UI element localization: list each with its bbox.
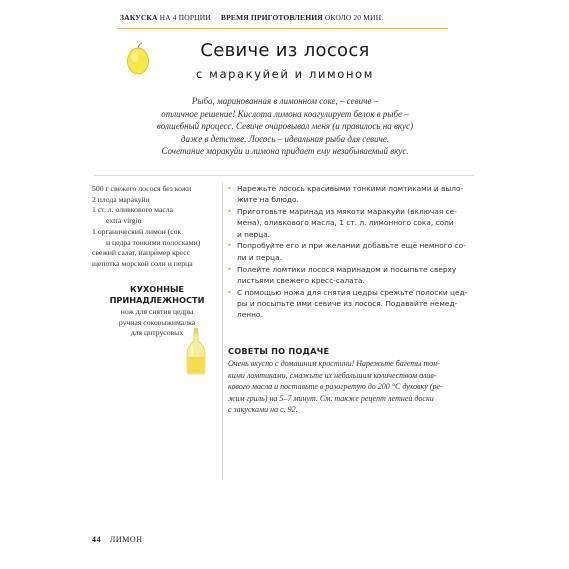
time-value: ОКОЛО 20 МИН. [324,13,384,22]
tool-item: для цитрусовых [130,328,184,338]
ingredient-item: extra virgin [106,216,142,226]
tool-item: ручная соковыжималка [118,317,196,327]
recipe-intro [112,95,458,158]
category-label: ЗАКУСКА [120,13,158,22]
step-line: Приготовьте маринад из мякоти маракуйи (включая се- [237,207,457,217]
ingredient-item: 1 органический лимон (сок [92,226,182,236]
step-line: ленно. [237,310,263,320]
tips-heading: СОВЕТЫ ПО ПОДАЧЕ [228,346,330,356]
step-item [226,264,476,287]
step-line: С помощью ножа для снятия цедры срежьте полоски цед- [237,287,468,297]
tips-line: Очень вкусно с домашним кростини! Нарежьте багеты тон- [228,359,440,368]
oil-bottle-icon [185,327,207,375]
step-line: Нарежьте лосось красивыми тонкими ломтиками и выло- [237,184,464,193]
intro-line: отличное решение! Кислота лимона коагулирует белок в рыбе – [161,108,409,119]
tips-line: кового масла и поставьте в разогретую до 200 °С духовку (ре- [228,382,443,392]
bullet-icon: • [227,241,232,251]
intro-line: даже в детстве. Лосось – идеальная рыба для севиче. [180,133,390,144]
tool-item: нож для снятия цедры [120,307,194,316]
step-item [226,287,476,321]
section-divider [94,175,474,176]
section-name: ЛИМОН [109,535,143,544]
step-line: ли и перца. [237,252,283,262]
step-item [226,206,476,240]
recipe-subtitle: с маракуйей и лимоном [196,67,374,81]
column-divider [222,182,223,480]
bullet-icon: • [227,207,232,217]
tools-heading-line: ПРИНАДЛЕЖНОСТИ [109,295,205,305]
lemon-icon [124,41,152,77]
tips-line: с закусками на с. 92. [228,405,298,415]
ingredient-item: и цедра тонкими полосками) [106,237,201,247]
step-item [226,240,476,263]
step-line: и перца. [237,229,271,239]
header-rule [118,28,448,29]
step-line: ры и посыпьте ими севиче из лосося. Подавайте немед- [237,298,458,308]
step-line: листьями свежего кресс-салата. [237,275,365,285]
time-label: ВРЕМЯ ПРИГОТОВЛЕНИЯ [220,13,323,22]
intro-line: Сочетание маракуйи и лимона придает ему незабываемый вкус. [161,146,409,157]
portions-label: НА 4 ПОРЦИИ [159,13,211,22]
ingredient-item: щепотка морской соли и перца [92,258,193,268]
steps-list [226,183,476,321]
step-line: мена), оливкового масла, 1 ст. л. лимонного сока, соли [237,218,454,228]
tips-line: жим гриль) на 5–7 минут. См. также рецепт летней доски [228,393,434,403]
bullet-icon: • [227,184,232,193]
step-line: Полейте ломтики лосося маринадом и посыпьте сверху [237,264,457,274]
intro-line: волшебный процесс. Севиче очаровывал меня (и правилось на вкус) [156,121,414,132]
ingredients-list [92,184,220,270]
step-line: Попробуйте его и при желании добавьте ещё немного со- [237,241,466,251]
bullet-icon: • [227,264,232,274]
recipe-header [120,13,438,22]
page-number: 44 [92,535,102,544]
ingredient-item: 500 г свежего лосося без кожи [92,184,192,193]
tips-line: кими ломтиками, смажьте их небольшим количеством олив- [228,370,437,380]
tips-text [228,358,478,416]
bullet-icon: • [227,287,232,297]
intro-line: Рыба, маринованная в лимонном соке, – севиче – [191,96,379,106]
step-line: жите на блюдо. [237,195,299,205]
recipe-title: Севиче из лосося [200,40,370,61]
page-footer [92,535,143,544]
tools-heading [92,284,222,306]
ingredient-item: свежий салат, например кресс [92,248,191,258]
step-item [226,183,476,206]
ingredient-item: 2 плода маракуйи [92,194,150,204]
ingredient-item: 1 ст. л. оливкового масла [92,205,174,215]
tools-heading-line: КУХОННЫЕ [129,284,185,294]
